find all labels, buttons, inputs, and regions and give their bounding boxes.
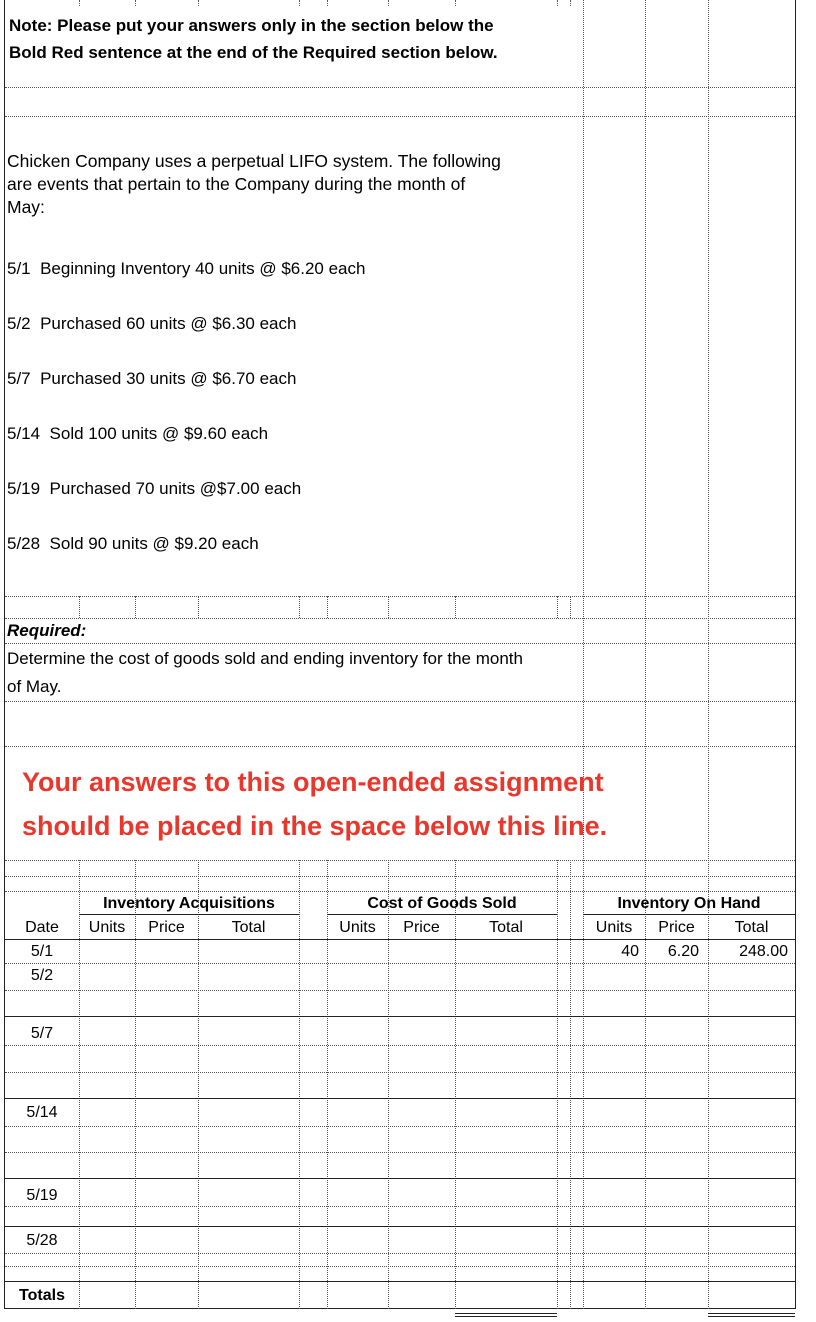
intro-line-3: May: — [7, 197, 45, 217]
row-line — [5, 1266, 795, 1267]
grid-col-line — [388, 596, 389, 618]
grid-col-line — [198, 596, 199, 618]
row-line — [5, 963, 795, 964]
grid-col-line — [570, 0, 571, 6]
row-line — [5, 1206, 795, 1207]
beginning-price: 6.20 — [667, 943, 699, 960]
col-header-underline — [5, 939, 795, 940]
table-col-line — [570, 860, 571, 1309]
col-oh-price: Price — [658, 919, 695, 936]
grid-col-line — [327, 596, 328, 618]
grid-col-line — [327, 0, 328, 6]
grid-col-line — [570, 596, 571, 618]
col-cogs-units: Units — [339, 919, 376, 936]
header-inventory-on-hand: Inventory On Hand — [617, 895, 761, 912]
col-acq-total: Total — [231, 919, 266, 936]
row-label-5-1: 5/1 — [30, 943, 54, 960]
row-line — [5, 860, 795, 861]
header-underline — [79, 914, 299, 915]
row-line-solid — [5, 1178, 795, 1179]
sheet-right-border — [795, 0, 796, 1309]
row-line — [5, 596, 795, 597]
row-line — [5, 1126, 795, 1127]
header-underline — [327, 914, 557, 915]
row-line — [5, 1152, 795, 1153]
row-line-solid — [5, 1281, 795, 1282]
grid-col-line — [299, 596, 300, 618]
event-5-1: 5/1 Beginning Inventory 40 units @ $6.20 each — [7, 259, 366, 278]
row-line — [5, 116, 795, 117]
col-acq-price: Price — [148, 919, 185, 936]
row-line — [5, 1045, 795, 1046]
row-line — [5, 1253, 795, 1254]
header-cost-of-goods-sold: Cost of Goods Sold — [367, 895, 517, 912]
total-double-underline — [708, 1313, 795, 1314]
grid-col-line — [79, 0, 80, 6]
header-inventory-acquisitions: Inventory Acquisitions — [103, 895, 275, 912]
note-line-1: Note: Please put your answers only in the section below the — [9, 16, 494, 35]
row-label-5-28: 5/28 — [26, 1232, 58, 1249]
intro-line-2: are events that pertain to the Company during the month of — [7, 174, 466, 194]
row-line-solid — [5, 1016, 795, 1017]
grid-col-line — [455, 596, 456, 618]
required-label: Required: — [7, 621, 87, 640]
grid-col-line — [135, 596, 136, 618]
row-line — [5, 618, 795, 619]
beginning-total: 248.00 — [739, 943, 788, 960]
row-line — [5, 1072, 795, 1073]
answer-prompt-line-2: should be placed in the space below this line. — [22, 811, 608, 841]
grid-col-line — [135, 0, 136, 6]
col-oh-total: Total — [734, 919, 769, 936]
grid-col-line — [79, 596, 80, 618]
row-line — [5, 746, 795, 747]
event-5-28: 5/28 Sold 90 units @ $9.20 each — [7, 534, 259, 553]
event-5-2: 5/2 Purchased 60 units @ $6.30 each — [7, 314, 297, 333]
header-underline — [583, 914, 795, 915]
col-cogs-price: Price — [403, 919, 440, 936]
event-5-7: 5/7 Purchased 30 units @ $6.70 each — [7, 369, 297, 388]
note-line-2: Bold Red sentence at the end of the Required section below. — [9, 43, 498, 62]
table-col-line — [557, 860, 558, 1309]
col-cogs-total: Total — [489, 919, 523, 936]
grid-col-line — [645, 0, 646, 1309]
row-line — [5, 876, 795, 877]
col-date: Date — [25, 919, 59, 936]
row-line — [5, 891, 795, 892]
grid-col-line — [708, 0, 709, 1309]
row-label-5-19: 5/19 — [26, 1187, 58, 1204]
total-double-underline — [455, 1313, 557, 1314]
grid-col-line — [299, 0, 300, 6]
event-5-19: 5/19 Purchased 70 units @$7.00 each — [7, 479, 302, 498]
grid-col-line — [388, 0, 389, 6]
total-double-underline — [708, 1316, 795, 1317]
answer-prompt-line-1: Your answers to this open-ended assignment — [22, 767, 604, 797]
row-label-5-2: 5/2 — [30, 967, 54, 984]
row-line — [5, 643, 795, 644]
grid-col-line — [557, 596, 558, 618]
beginning-units: 40 — [621, 943, 639, 960]
col-oh-units: Units — [595, 919, 633, 936]
grid-col-line — [198, 0, 199, 6]
row-line — [5, 990, 795, 991]
grid-col-line — [455, 0, 456, 6]
grid-col-line — [557, 0, 558, 6]
event-5-14: 5/14 Sold 100 units @ $9.60 each — [7, 424, 269, 443]
col-acq-units: Units — [88, 919, 126, 936]
required-line-2: of May. — [7, 677, 62, 696]
sheet-bottom-border — [4, 1308, 796, 1309]
row-line-solid — [5, 1226, 795, 1227]
required-line-1: Determine the cost of goods sold and ending inventory for the month — [7, 649, 523, 668]
row-label-5-7: 5/7 — [30, 1025, 54, 1042]
totals-label: Totals — [19, 1287, 65, 1304]
row-label-5-14: 5/14 — [26, 1104, 58, 1121]
table-col-line — [299, 860, 300, 1309]
row-line — [5, 87, 795, 88]
intro-line-1: Chicken Company uses a perpetual LIFO system. The following — [7, 151, 501, 171]
row-line — [5, 701, 795, 702]
grid-col-line — [583, 0, 584, 1309]
row-line-solid — [5, 1098, 795, 1099]
total-double-underline — [455, 1316, 557, 1317]
